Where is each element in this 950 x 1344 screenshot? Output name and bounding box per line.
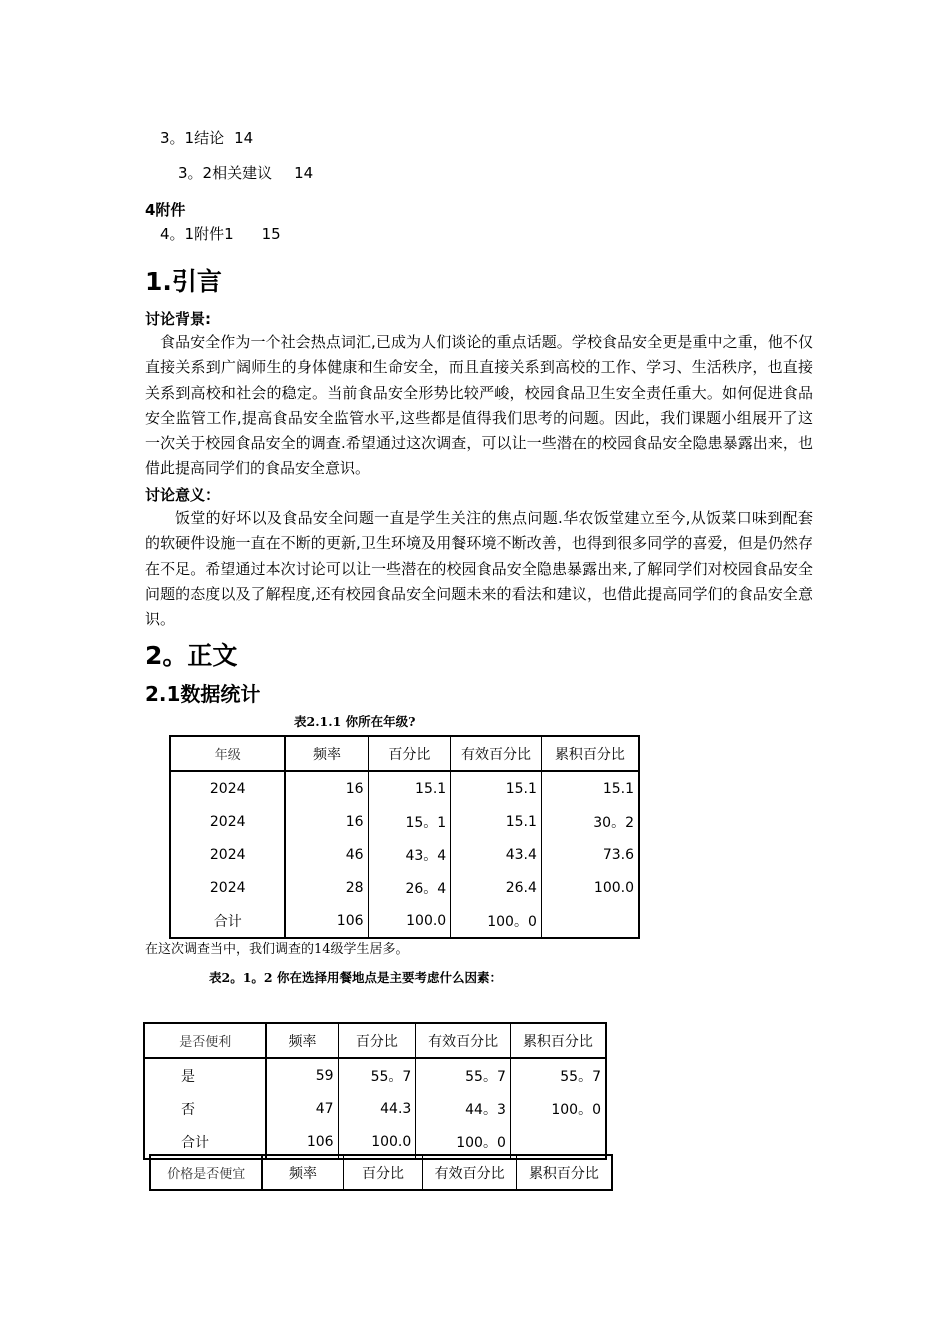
table-row [170, 805, 639, 838]
table2-caption: 表2。1。2 你在选择用餐地点是主要考虑什么因素： [209, 970, 502, 985]
toc-item-3-2[interactable] [178, 162, 313, 183]
table1-cell: 2024 [170, 805, 285, 838]
table1-note: 在这次调查当中，我们调查的14级学生居多。 [145, 942, 409, 957]
table2-cell: 100。0 [551, 1101, 601, 1118]
table1-cell [541, 904, 639, 938]
section2-heading: 2。正文 [145, 641, 238, 670]
table2-header-row [144, 1023, 606, 1058]
table-row [170, 871, 639, 904]
table1-cell: 26。4 [368, 871, 451, 904]
table1-cell: 2024 [170, 871, 285, 904]
table2-cell: 44.3 [338, 1092, 416, 1125]
table3 [149, 1154, 613, 1191]
table1-cell: 16 [285, 805, 368, 838]
table2-cell: 是 [144, 1058, 266, 1092]
toc-item-4-1[interactable] [160, 223, 281, 244]
table2-cell: 否 [144, 1092, 266, 1125]
table1-cell: 15.1 [602, 780, 634, 797]
table1-cell: 100.0 [593, 879, 634, 896]
toc-label: 3。2相关建议 [178, 164, 273, 182]
table3-header: 百分比 [343, 1155, 423, 1190]
section1-heading: 1.引言 [145, 267, 222, 296]
table2-header: 频率 [266, 1023, 338, 1058]
meaning-title: 讨论意义： [145, 486, 221, 504]
table1-cell: 43.4 [451, 838, 542, 871]
table1-cell: 30。2 [593, 814, 634, 831]
table2-header: 累积百分比 [510, 1023, 606, 1058]
table1-header-row [170, 736, 639, 771]
toc-page: 15 [261, 225, 281, 243]
table-row [144, 1092, 606, 1125]
table2-header: 百分比 [338, 1023, 416, 1058]
table-row [144, 1058, 606, 1092]
table1-header: 百分比 [368, 736, 451, 771]
table2-cell: 59 [266, 1058, 338, 1092]
table1-cell: 100.0 [368, 904, 451, 938]
table1-cell: 26.4 [451, 871, 542, 904]
table1-header: 有效百分比 [451, 736, 542, 771]
table1-header: 累积百分比 [541, 736, 639, 771]
table1-cell: 46 [285, 838, 368, 871]
section2-1-heading: 2.1数据统计 [145, 682, 261, 706]
table-row [170, 771, 639, 805]
table1-cell: 15。1 [368, 805, 451, 838]
table1-cell: 15.1 [451, 805, 542, 838]
table1-cell: 15.1 [451, 771, 542, 805]
table2-cell: 合计 [144, 1125, 266, 1159]
table2-cell: 47 [266, 1092, 338, 1125]
table-row [170, 904, 639, 938]
table1-cell: 106 [285, 904, 368, 938]
toc-label: 4。1附件1 [160, 225, 234, 243]
table1-cell: 2024 [170, 838, 285, 871]
table1-cell: 43。4 [368, 838, 451, 871]
table1-cell: 16 [285, 771, 368, 805]
table2-cell: 100。0 [416, 1125, 511, 1159]
toc-page: 14 [234, 129, 254, 147]
table3-header: 价格是否便宜 [150, 1155, 262, 1190]
table2-cell: 100.0 [338, 1125, 416, 1159]
table3-header-row [150, 1155, 612, 1190]
table1-cell: 73.6 [602, 846, 634, 863]
table3-header: 累积百分比 [528, 1165, 599, 1182]
meaning-paragraph: 饭堂的好坏以及食品安全问题一直是学生关注的焦点问题.华农饭堂建立至今,从饭菜口味到配套的软硬件设施一直在不断的更新,卫生环境及用餐环境不断改善，也得到很多同学的喜爱，但是仍然存在不足。希望通过本次讨论可以让一些潜在的校园食品安全隐患暴露出来,了解同学们对校园食品安全问题的态度以及了解程度,还有校园食品安全问题未来的看法和建议，也借此提高同学们的食品安全意识。 [145, 509, 813, 629]
table2-header: 有效百分比 [416, 1023, 511, 1058]
table1-cell: 100。0 [451, 904, 542, 938]
table1 [169, 735, 640, 939]
toc-page: 14 [294, 164, 314, 182]
table2-cell: 55。7 [560, 1068, 601, 1085]
table3-header: 有效百分比 [423, 1155, 517, 1190]
toc-label: 3。1结论 [160, 129, 225, 147]
background-paragraph: 食品安全作为一个社会热点词汇,已成为人们谈论的重点话题。学校食品安全更是重中之重，他不仅直接关系到广阔师生的身体健康和生命安全，而且直接关系到高校的工作、学习、生活秩序，也直接关系到高校和社会的稳定。当前食品安全形势比较严峻，校园食品卫生安全责任重大。如何促进食品安全监管工作,提高食品安全监管水平,这些都是值得我们思考的问题。因此，我们课题小组展开了这一次关于校园食品安全的调查.希望通过这次调查，可以让一些潜在的校园食品安全隐患暴露出来，也借此提高同学们的食品安全意识。 [145, 333, 813, 478]
table1-cell: 15.1 [368, 771, 451, 805]
background-title: 讨论背景: [145, 310, 211, 328]
toc-item-3-1[interactable] [160, 127, 253, 148]
table1-cell: 28 [285, 871, 368, 904]
table1-cell: 合计 [170, 904, 285, 938]
toc-label: 4附件 [145, 201, 186, 219]
table1-header: 频率 [285, 736, 368, 771]
table3-header: 频率 [262, 1155, 343, 1190]
table2-cell: 44。3 [416, 1092, 511, 1125]
table1-header: 年级 [170, 736, 285, 771]
table-row [170, 838, 639, 871]
table2 [143, 1022, 607, 1160]
table2-cell: 55。7 [416, 1058, 511, 1092]
table2-cell: 106 [266, 1125, 338, 1159]
table1-caption: 表2.1.1 你所在年级? [294, 714, 416, 729]
table1-cell: 2024 [170, 771, 285, 805]
toc-item-4[interactable] [145, 199, 185, 220]
table2-header: 是否便利 [144, 1023, 266, 1058]
table2-cell: 55。7 [338, 1058, 416, 1092]
